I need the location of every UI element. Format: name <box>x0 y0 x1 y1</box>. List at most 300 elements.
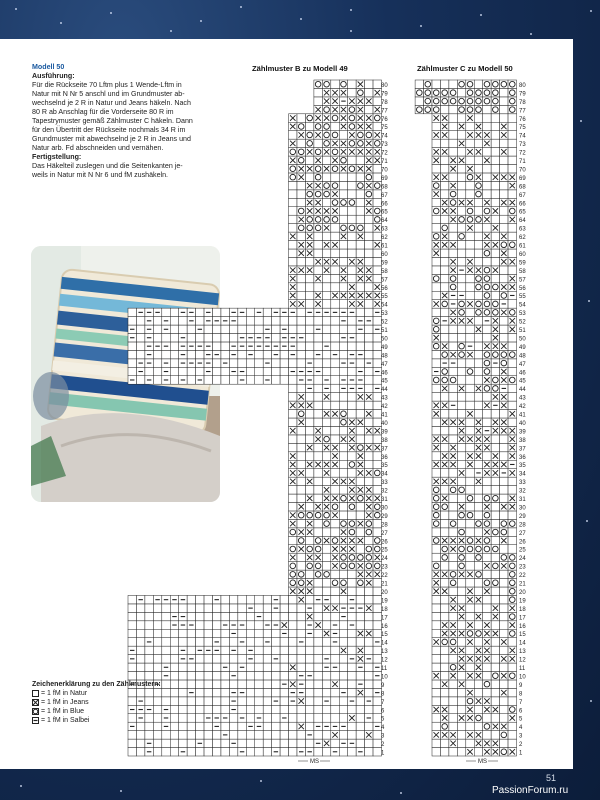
chart-cell <box>508 114 516 122</box>
chart-cell <box>187 325 195 333</box>
chart-cell <box>440 190 448 198</box>
chart-cell <box>153 604 161 612</box>
chart-cell <box>213 621 221 629</box>
row-number: 28 <box>381 522 388 529</box>
chart-cell <box>466 739 474 747</box>
chart-cell <box>432 621 440 629</box>
chart-cell <box>221 672 229 680</box>
chart-cell <box>356 612 364 620</box>
chart-cell <box>466 274 474 282</box>
row-number: 27 <box>381 530 388 537</box>
chart-cell <box>246 714 254 722</box>
chart-cell <box>213 663 221 671</box>
chart-cell <box>305 503 313 511</box>
execution-heading: Ausführung: <box>32 72 75 80</box>
chart-cell <box>331 469 339 477</box>
chart-cell <box>491 114 499 122</box>
chart-cell <box>322 680 330 688</box>
chart-cell <box>179 688 187 696</box>
chart-cell <box>305 122 313 130</box>
chart-cell <box>491 646 499 654</box>
chart-cell <box>297 426 305 434</box>
row-number: 44 <box>519 387 526 394</box>
chart-cell <box>314 376 322 384</box>
chart-cell <box>170 705 178 713</box>
chart-cell <box>314 418 322 426</box>
chart-cell <box>187 672 195 680</box>
chart-cell <box>474 680 482 688</box>
chart-cell <box>289 435 297 443</box>
chart-cell <box>440 688 448 696</box>
chart-cell <box>196 604 204 612</box>
chart-cell <box>457 173 465 181</box>
chart-cell <box>457 688 465 696</box>
chart-cell <box>500 266 508 274</box>
chart-cell <box>500 629 508 637</box>
chart-cell <box>221 697 229 705</box>
chart-cell <box>457 748 465 756</box>
legend-row-blue <box>32 707 161 716</box>
chart-cell <box>500 452 508 460</box>
chart-cell <box>457 88 465 96</box>
chart-cell <box>196 672 204 680</box>
chart-cell <box>466 486 474 494</box>
chart-cell <box>322 156 330 164</box>
execution-line: wechselnd je 2 R in Natur und Jeans häkeln. Nach <box>32 99 191 107</box>
chart-cell <box>457 460 465 468</box>
chart-cell <box>289 604 297 612</box>
chart-cell <box>508 688 516 696</box>
chart-cell <box>196 748 204 756</box>
chart-cell <box>474 359 482 367</box>
chart-cell <box>491 587 499 595</box>
chart-cell <box>491 249 499 257</box>
chart-cell <box>440 511 448 519</box>
chart-cell <box>508 511 516 519</box>
chart-cell <box>491 638 499 646</box>
legend-label: = 1 fM in Salbei <box>41 717 90 724</box>
chart-cell <box>263 680 271 688</box>
row-number: 44 <box>381 387 388 394</box>
row-number: 67 <box>381 192 388 199</box>
chart-cell <box>136 739 144 747</box>
row-number: 45 <box>519 378 526 385</box>
chart-cell <box>221 748 229 756</box>
chart-cell <box>289 655 297 663</box>
chart-cell <box>457 131 465 139</box>
chart-cell <box>322 350 330 358</box>
chart-cell <box>440 215 448 223</box>
chart-cell <box>289 207 297 215</box>
chart-cell <box>449 562 457 570</box>
chart-cell <box>508 334 516 342</box>
page-number: 51 <box>546 773 557 783</box>
row-number: 39 <box>519 429 526 436</box>
chart-cell <box>196 688 204 696</box>
chart-cell <box>356 308 364 316</box>
chart-cell <box>331 122 339 130</box>
chart-cell <box>255 705 263 713</box>
chart-cell <box>289 748 297 756</box>
chart-cell <box>331 435 339 443</box>
chart-cell <box>491 714 499 722</box>
row-number: 13 <box>519 649 526 656</box>
row-number: 12 <box>381 657 388 664</box>
chart-cell <box>204 638 212 646</box>
chart-cell <box>440 612 448 620</box>
chart-cell <box>170 359 178 367</box>
chart-cell <box>238 646 246 654</box>
chart-cell <box>289 503 297 511</box>
chart-cell <box>263 722 271 730</box>
chart-cell <box>348 410 356 418</box>
chart-cell <box>348 663 356 671</box>
chart-cell <box>500 663 508 671</box>
chart-cell <box>365 646 373 654</box>
chart-cell <box>440 486 448 494</box>
chart-cell <box>466 519 474 527</box>
row-number: 30 <box>519 505 526 512</box>
chart-cell <box>440 249 448 257</box>
chart-cell <box>365 722 373 730</box>
chart-cell <box>331 376 339 384</box>
chart-cell <box>491 688 499 696</box>
chart-cell <box>213 604 221 612</box>
chart-cell <box>331 739 339 747</box>
chart-cell <box>500 181 508 189</box>
chart-b-title: Zählmuster B zu Modell 49 <box>252 64 348 73</box>
chart-cell <box>280 612 288 620</box>
row-number: 22 <box>381 573 388 580</box>
chart-cell <box>322 198 330 206</box>
row-number: 17 <box>381 615 388 622</box>
chart-cell <box>466 190 474 198</box>
chart-cell <box>348 731 356 739</box>
chart-cell <box>474 460 482 468</box>
chart-cell <box>221 325 229 333</box>
row-number: 17 <box>519 615 526 622</box>
chart-cell <box>339 426 347 434</box>
row-number: 66 <box>381 201 388 208</box>
chart-cell <box>356 705 364 713</box>
chart-cell <box>440 519 448 527</box>
chart-cell <box>432 739 440 747</box>
chart-cell <box>331 249 339 257</box>
chart-cell <box>204 739 212 747</box>
chart-cell <box>449 334 457 342</box>
chart-cell <box>187 376 195 384</box>
chart-cell <box>356 283 364 291</box>
chart-cell <box>440 528 448 536</box>
chart-cell <box>305 714 313 722</box>
chart-cell <box>314 452 322 460</box>
chart-cell <box>162 629 170 637</box>
chart-cell <box>466 646 474 654</box>
chart-cell <box>128 595 136 603</box>
chart-cell <box>297 714 305 722</box>
chart-cell <box>305 486 313 494</box>
row-number: 4 <box>381 725 385 732</box>
chart-cell <box>508 266 516 274</box>
chart-cell <box>322 748 330 756</box>
chart-cell <box>483 612 491 620</box>
chart-cell <box>466 393 474 401</box>
chart-cell <box>322 452 330 460</box>
chart-cell <box>289 629 297 637</box>
chart-cell <box>314 232 322 240</box>
chart-cell <box>432 418 440 426</box>
chart-cell <box>356 190 364 198</box>
chart-cell <box>466 156 474 164</box>
chart-cell <box>339 629 347 637</box>
chart-cell <box>297 325 305 333</box>
chart-cell <box>432 595 440 603</box>
chart-cell <box>466 291 474 299</box>
chart-cell <box>483 452 491 460</box>
chart-cell <box>491 131 499 139</box>
chart-cell <box>229 376 237 384</box>
chart-cell <box>474 198 482 206</box>
chart-cell <box>457 249 465 257</box>
chart-cell <box>289 705 297 713</box>
chart-cell <box>331 359 339 367</box>
chart-cell <box>449 367 457 375</box>
chart-cell <box>322 401 330 409</box>
chart-cell <box>305 350 313 358</box>
chart-cell <box>289 418 297 426</box>
chart-cell <box>415 80 423 88</box>
chart-cell <box>297 359 305 367</box>
chart-cell <box>314 528 322 536</box>
chart-cell <box>255 663 263 671</box>
chart-cell <box>187 722 195 730</box>
legend-label: = 1 fM in Natur <box>41 690 88 697</box>
chart-cell <box>322 274 330 282</box>
chart-cell <box>339 469 347 477</box>
chart-cell <box>331 688 339 696</box>
chart-cell <box>365 105 373 113</box>
chart-cell <box>229 663 237 671</box>
chart-cell <box>179 672 187 680</box>
chart-cell <box>213 748 221 756</box>
chart-cell <box>432 469 440 477</box>
chart-cell <box>500 190 508 198</box>
chart-cell <box>508 731 516 739</box>
chart-cell <box>365 435 373 443</box>
row-number: 69 <box>381 175 388 182</box>
chart-cell <box>432 198 440 206</box>
chart-cell <box>339 511 347 519</box>
chart-cell <box>255 350 263 358</box>
chart-cell <box>196 612 204 620</box>
execution-line: Tapestrymuster gemäß Zählmuster C häkeln. Dann <box>32 117 193 125</box>
chart-cell <box>145 646 153 654</box>
chart-cell <box>314 672 322 680</box>
chart-cell <box>500 646 508 654</box>
chart-cell <box>289 621 297 629</box>
chart-cell <box>474 257 482 265</box>
chart-cell <box>179 629 187 637</box>
chart-cell <box>432 122 440 130</box>
row-number: 12 <box>519 657 526 664</box>
chart-cell <box>331 325 339 333</box>
row-number: 52 <box>519 319 526 326</box>
row-number: 31 <box>381 497 388 503</box>
chart-cell <box>356 207 364 215</box>
chart-cell <box>457 165 465 173</box>
row-number: 7 <box>519 699 523 706</box>
chart-cell <box>297 739 305 747</box>
chart-cell <box>128 308 136 316</box>
execution-line: Grundmuster mit abwechselnd je 2 R in Jeans und <box>32 135 191 143</box>
row-number: 9 <box>519 682 523 689</box>
chart-cell <box>238 604 246 612</box>
chart-cell <box>491 410 499 418</box>
chart-cell <box>305 410 313 418</box>
chart-cell <box>314 629 322 637</box>
chart-cell <box>153 612 161 620</box>
chart-cell <box>483 604 491 612</box>
chart-cell <box>508 342 516 350</box>
chart-cell <box>322 249 330 257</box>
chart-cell <box>179 680 187 688</box>
chart-cell <box>483 393 491 401</box>
ms-label: MS <box>478 759 487 765</box>
chart-cell <box>322 562 330 570</box>
chart-cell <box>449 503 457 511</box>
chart-cell <box>246 739 254 747</box>
chart-cell <box>280 595 288 603</box>
row-number: 5 <box>381 716 385 723</box>
chart-cell <box>348 232 356 240</box>
chart-cell <box>246 663 254 671</box>
chart-cell <box>196 655 204 663</box>
chart-cell <box>263 367 271 375</box>
chart-cell <box>238 629 246 637</box>
row-number: 31 <box>519 497 526 503</box>
chart-cell <box>170 697 178 705</box>
chart-cell <box>136 325 144 333</box>
chart-cell <box>213 672 221 680</box>
chart-cell <box>213 697 221 705</box>
row-number: 27 <box>519 530 526 537</box>
chart-cell <box>297 486 305 494</box>
chart-cell <box>440 646 448 654</box>
chart-cell <box>162 604 170 612</box>
chart-cell <box>339 207 347 215</box>
chart-cell <box>187 680 195 688</box>
chart-cell <box>331 384 339 392</box>
chart-cell <box>348 705 356 713</box>
chart-cell <box>483 334 491 342</box>
chart-cell <box>187 663 195 671</box>
chart-cell <box>153 376 161 384</box>
chart-cell <box>145 621 153 629</box>
chart-cell <box>449 232 457 240</box>
chart-cell <box>466 232 474 240</box>
chart-cell <box>449 688 457 696</box>
row-number: 13 <box>381 649 388 656</box>
chart-cell <box>500 334 508 342</box>
chart-cell <box>280 376 288 384</box>
row-number: 74 <box>381 133 388 140</box>
chart-cell <box>246 325 254 333</box>
row-number: 58 <box>381 268 388 275</box>
chart-cell <box>153 629 161 637</box>
chart-cell <box>136 612 144 620</box>
row-number: 48 <box>519 353 526 360</box>
chart-cell <box>365 283 373 291</box>
row-number: 3 <box>381 733 385 740</box>
chart-cell <box>432 257 440 265</box>
chart-cell <box>170 308 178 316</box>
chart-cell <box>356 545 364 553</box>
chart-cell <box>204 334 212 342</box>
row-number: 15 <box>519 632 526 639</box>
chart-cell <box>263 663 271 671</box>
chart-cell <box>153 663 161 671</box>
chart-cell <box>305 325 313 333</box>
chart-cell <box>314 469 322 477</box>
chart-cell <box>466 401 474 409</box>
chart-cell <box>297 494 305 502</box>
chart-cell <box>289 536 297 544</box>
chart-cell <box>314 359 322 367</box>
chart-cell <box>213 334 221 342</box>
chart-cell <box>196 595 204 603</box>
row-number: 56 <box>381 285 388 292</box>
chart-cell <box>365 308 373 316</box>
chart-cell <box>457 148 465 156</box>
chart-cell <box>339 486 347 494</box>
chart-cell <box>246 308 254 316</box>
chart-cell <box>196 722 204 730</box>
chart-cell <box>348 215 356 223</box>
chart-cell <box>348 469 356 477</box>
chart-cell <box>170 722 178 730</box>
chart-cell <box>440 80 448 88</box>
chart-cell <box>491 570 499 578</box>
chart-cell <box>305 334 313 342</box>
chart-cell <box>449 80 457 88</box>
chart-cell <box>457 638 465 646</box>
execution-line: 80 R ab Anschlag für die Vorderseite 80 R im <box>32 108 174 116</box>
chart-cell <box>246 672 254 680</box>
chart-cell <box>348 317 356 325</box>
row-number: 41 <box>381 412 388 419</box>
chart-cell <box>356 638 364 646</box>
chart-cell <box>221 638 229 646</box>
chart-cell <box>229 595 237 603</box>
chart-cell <box>365 249 373 257</box>
chart-cell <box>508 165 516 173</box>
chart-cell <box>457 376 465 384</box>
chart-cell <box>348 88 356 96</box>
chart-cell <box>339 638 347 646</box>
chart-cell <box>348 274 356 282</box>
chart-cell <box>162 350 170 358</box>
chart-cell <box>289 215 297 223</box>
chart-cell <box>500 139 508 147</box>
chart-cell <box>297 452 305 460</box>
chart-cell <box>153 317 161 325</box>
chart-cell <box>153 638 161 646</box>
chart-cell <box>229 604 237 612</box>
chart-cell <box>356 739 364 747</box>
chart-cell <box>449 511 457 519</box>
chart-cell <box>314 714 322 722</box>
row-number: 18 <box>519 606 526 613</box>
